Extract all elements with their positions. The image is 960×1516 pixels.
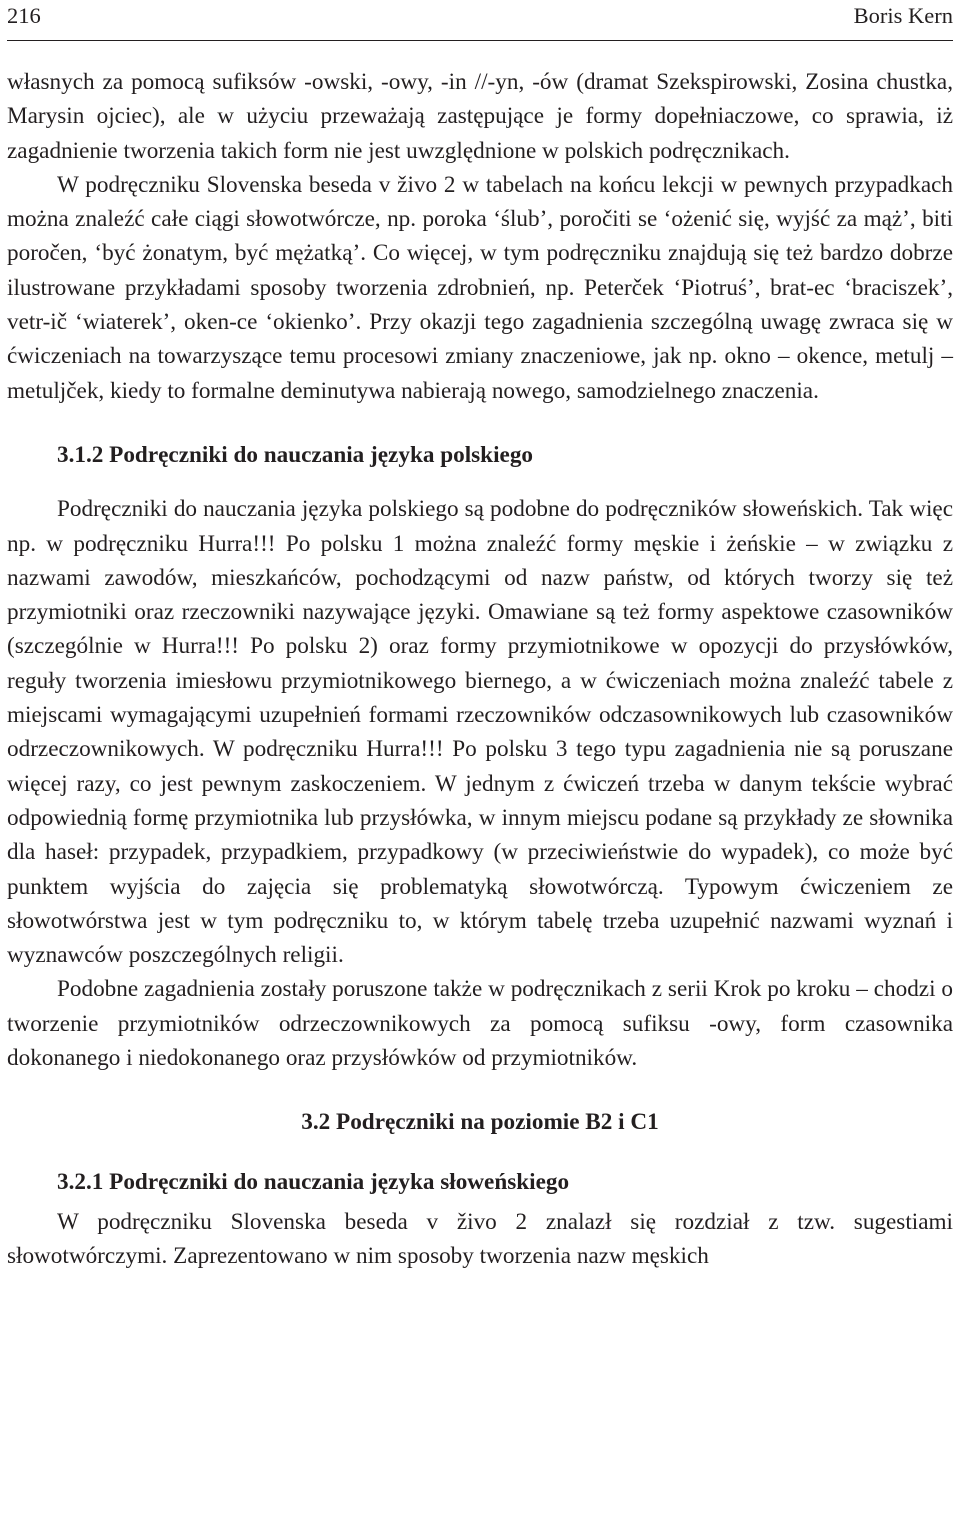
page-body bbox=[7, 65, 953, 1274]
running-title-author: Boris Kern bbox=[853, 3, 953, 28]
paragraph: W podręczniku Slovenska beseda v živo 2 w tabelach na końcu lekcji w pewnych przypadkach można znaleźć całe ciągi słowotwórcze, np. poroka ‘ślub’, poročiti se ‘ożenić się, wyjść za mąż’, biti poročen, ‘być żonatym, być mężatką’. Co więcej, w tym podręczniku znajdują się też bardzo dobrze ilustrowane przykładami sposoby tworzenia zdrobnień, np. Peterček ‘Piotruś’, brat-ec ‘braciszek’, vetr-ič ‘wiaterek’, oken-ce ‘okienko’. Przy okazji tego zagadnienia szczególną uwagę zwraca się w ćwiczeniach na towarzyszące temu procesowi zmiany znaczeniowe, jak np. okno – okence, metulj – metuljček, kiedy to formalne deminutywa nabierają nowego, samodzielnego znaczenia. bbox=[7, 171, 953, 404]
section-heading-3-2: 3.2 Podręczniki na poziomie B2 i C1 bbox=[301, 1109, 659, 1136]
paragraph: W podręczniku Slovenska beseda v živo 2 znalazł się rozdział z tzw. sugestiami słowotwórczymi. Zaprezentowano w nim sposoby tworzenia nazw męskich bbox=[7, 1208, 953, 1270]
paragraph-continued: własnych za pomocą sufiksów -owski, -owy, -in //-yn, -ów (dramat Szekspirowski, Zosina chustka, Marysin ojciec), ale w użyciu przeważają zastępujące je formy dopełniaczowe, co sprawia, iż zagadnienie tworzenia takich form nie jest uwzględnione w polskich podręcznikach. bbox=[7, 69, 953, 164]
paragraph: Podręczniki do nauczania języka polskiego są podobne do podręczników słoweńskich. Tak więc np. w podręczniku Hurra!!! Po polsku 1 można znaleźć formy męskie i żeńskie – w związku z nazwami zawodów, mieszkańców, pochodzącymi od nazw państw, od których tworzy się też przymiotniki oraz rzeczowniki nazywające języki. Omawiane są też formy aspektowe czasowników (szczególnie w Hurra!!! Po polsku 2) oraz formy przymiotnikowe w opozycji do przysłówków, reguły tworzenia imiesłowu przymiotnikowego biernego, a w ćwiczeniach można znaleźć tabele z miejscami wymagającymi uzupełnień formami rzeczowników odczasownikowych lub czasowników odrzeczownikowych. W podręczniku Hurra!!! Po polsku 3 tego typu zagadnienia nie są poruszane więcej razy, co jest pewnym zaskoczeniem. W jednym z ćwiczeń trzeba w danym tekście wybrać odpowiednią formę przymiotnika lub przysłówka, w innym miejscu podane są przykłady ze słownika dla haseł: przypadek, przypadkiem, przypadkowy (w przeciwieństwie do wypadek), co może być punktem wyjścia do zajęcia się problematyką słowotwórczą. Typowym ćwiczeniem ze słowotwórstwa jest w tym podręczniku to, w którym tabelę trzeba uzupełnić nazwami wyznań i wyznawców poszczególnych religii. bbox=[7, 496, 953, 969]
section-heading-3-1-2: 3.1.2 Podręczniki do nauczania języka polskiego bbox=[57, 441, 534, 468]
paragraph: Podobne zagadnienia zostały poruszone także w podręcznikach z serii Krok po kroku – chodzi o tworzenie przymiotników odrzeczownikowych za pomocą sufiksu -owy, form czasownika dokonanego i niedokonanego oraz przysłówków od przymiotników. bbox=[7, 976, 953, 1072]
page-number: 216 bbox=[7, 3, 41, 28]
section-heading-3-2-1: 3.2.1 Podręczniki do nauczania języka słoweńskiego bbox=[57, 1168, 570, 1195]
running-head bbox=[7, 0, 953, 41]
